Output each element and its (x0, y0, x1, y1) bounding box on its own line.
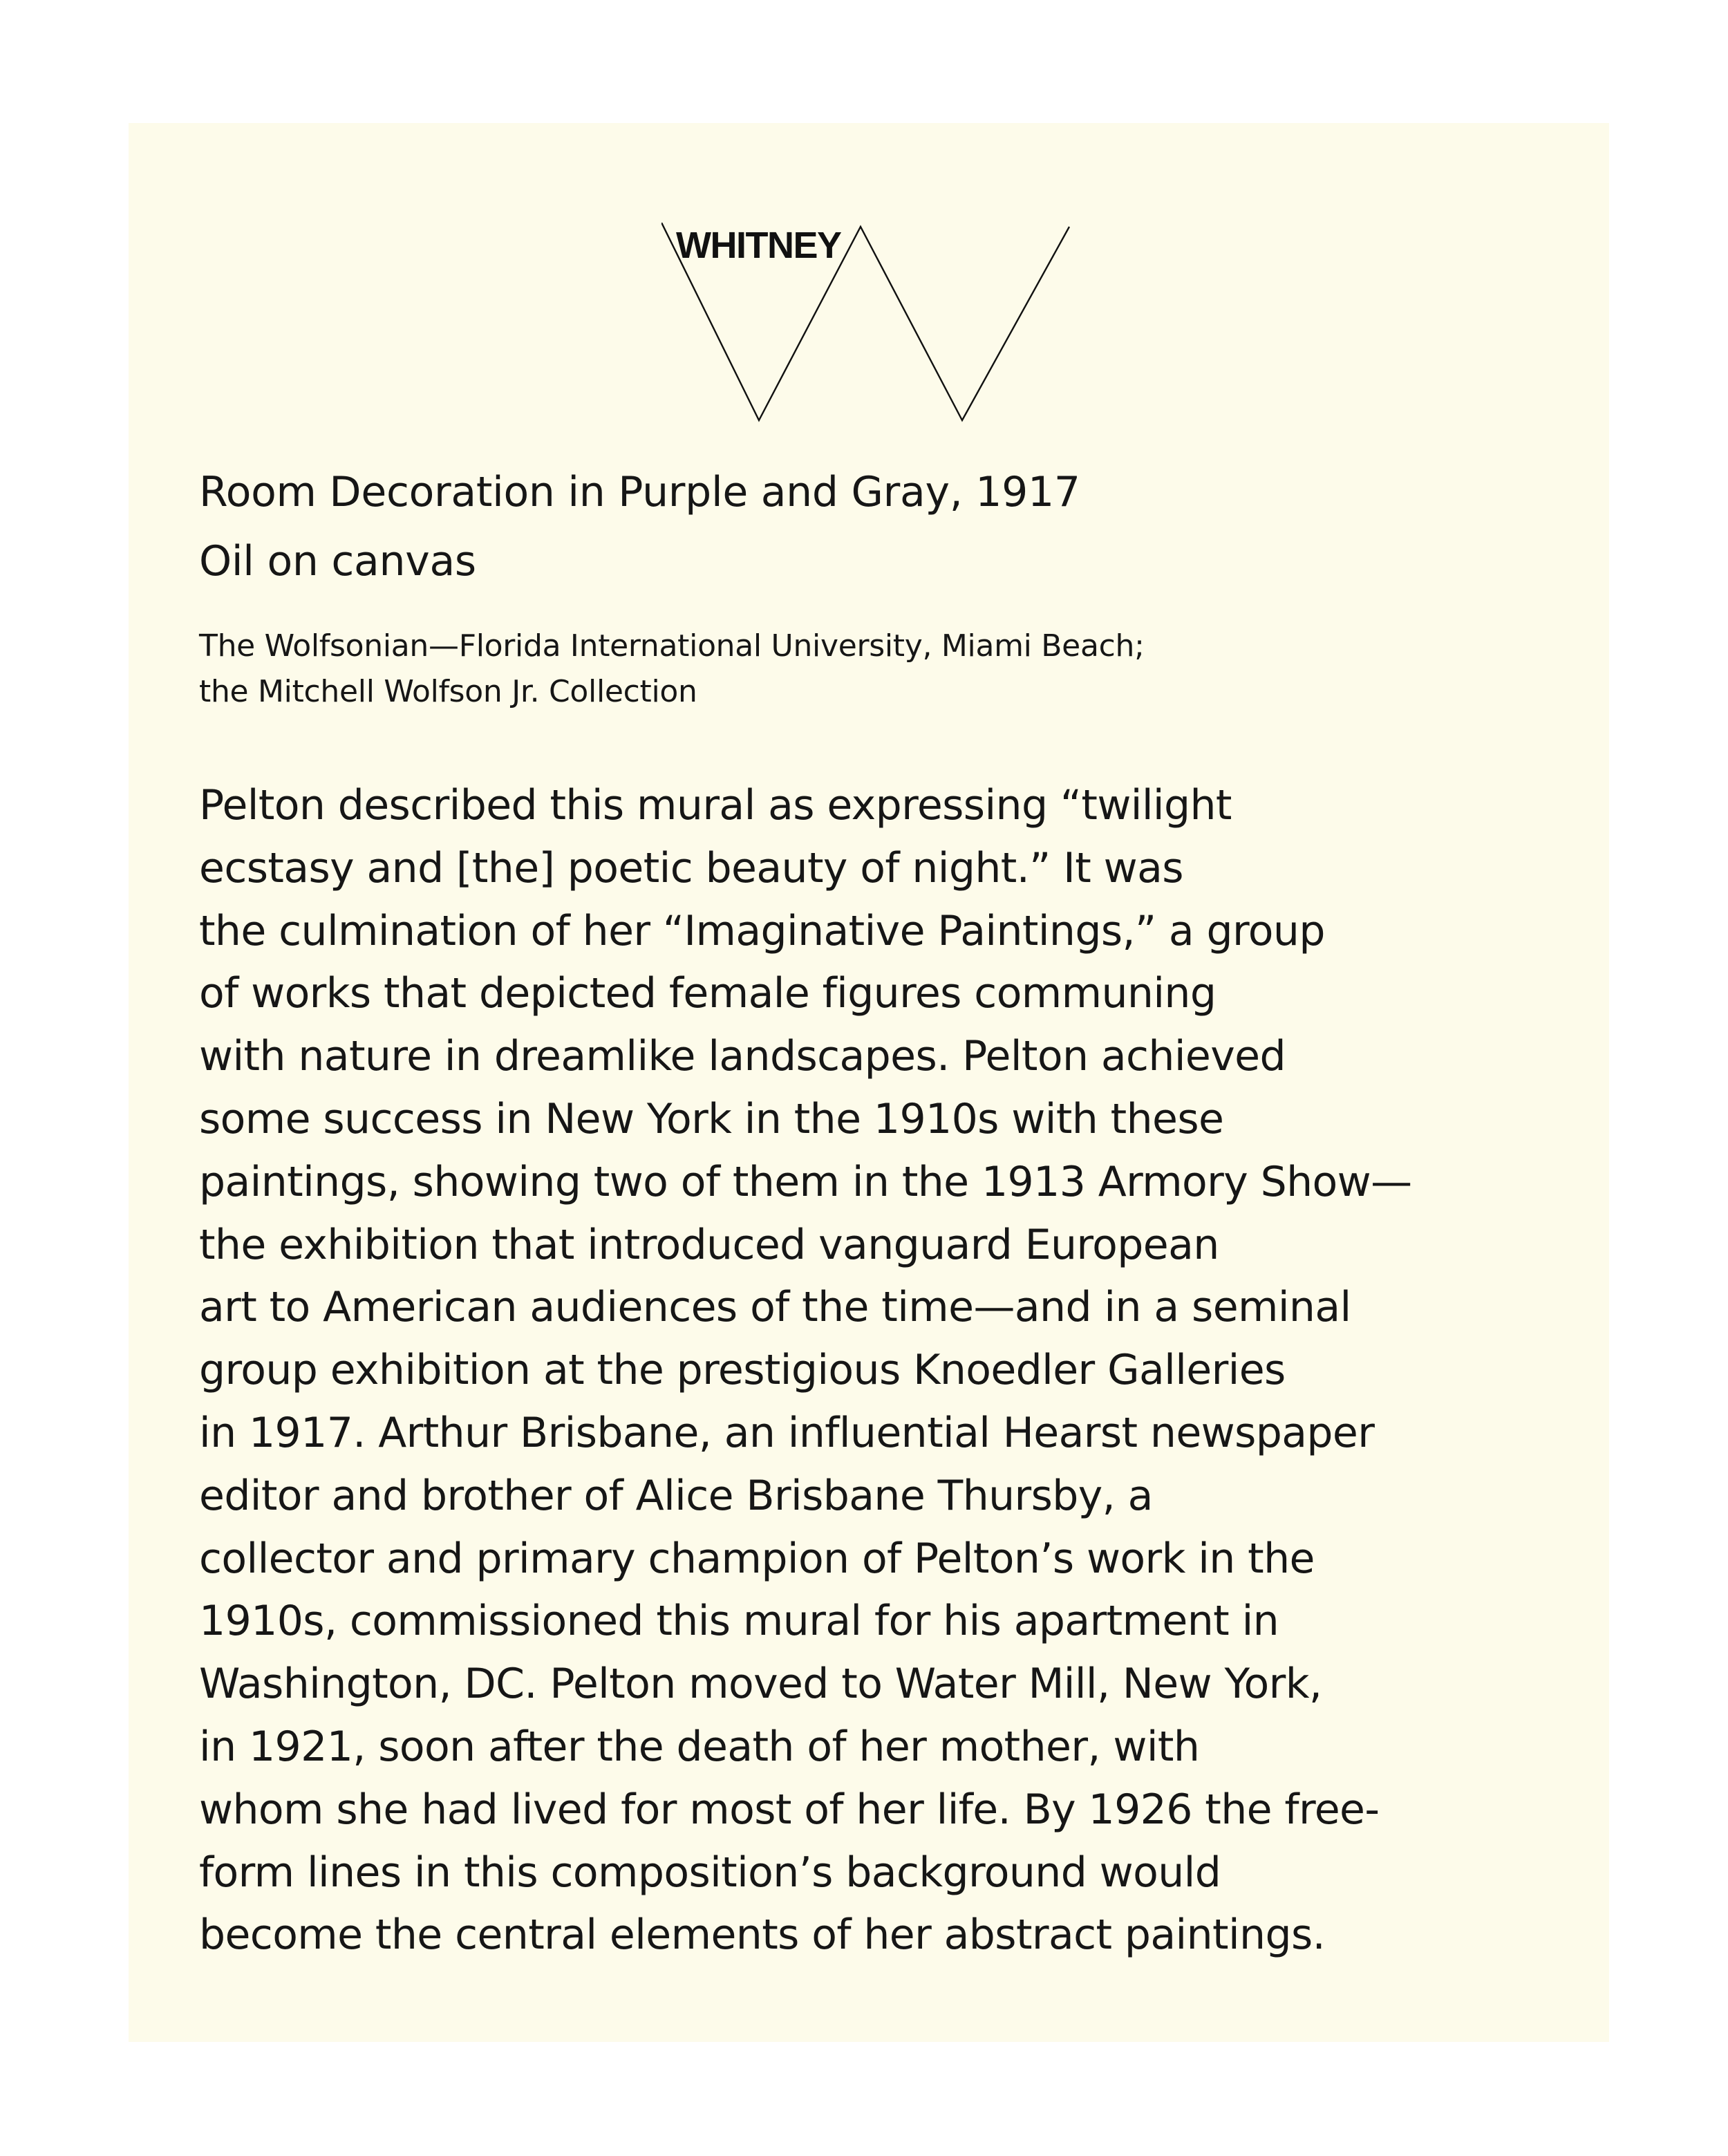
credit-line-2: the Mitchell Wolfson Jr. Collection (199, 674, 697, 709)
description-line: some success in New York in the 1910s with these (199, 1094, 1224, 1143)
description-line: group exhibition at the prestigious Knoedler Galleries (199, 1346, 1286, 1395)
description-line: Washington, DC. Pelton moved to Water Mill, New York, (199, 1660, 1322, 1709)
credit-line-1: The Wolfsonian—Florida International University, Miami Beach; (199, 628, 1145, 664)
description-line: whom she had lived for most of her life. By 1926 the free- (199, 1785, 1380, 1834)
credit-line (199, 624, 1568, 715)
description-line: Pelton described this mural as expressing “twilight (199, 781, 1232, 829)
description-line: ecstasy and [the] poetic beauty of night.” It was (199, 843, 1183, 892)
description-line: the culmination of her “Imaginative Paintings,” a group (199, 906, 1325, 955)
description-line: collector and primary champion of Pelton’s work in the (199, 1534, 1315, 1583)
artwork-heading (199, 458, 1568, 596)
description-line: with nature in dreamlike landscapes. Pelton achieved (199, 1032, 1286, 1081)
description-line: paintings, showing two of them in the 1913 Armory Show— (199, 1157, 1412, 1206)
description-line: in 1917. Arthur Brisbane, an influential Hearst newspaper (199, 1408, 1375, 1457)
description-line: editor and brother of Alice Brisbane Thursby, a (199, 1471, 1153, 1520)
artwork-medium: Oil on canvas (199, 537, 476, 585)
description-line: of works that depicted female figures communing (199, 969, 1217, 1018)
description-line: art to American audiences of the time—and in a seminal (199, 1283, 1351, 1332)
description-line: become the central elements of her abstract paintings. (199, 1911, 1326, 1960)
description-line: 1910s, commissioned this mural for his apartment in (199, 1597, 1279, 1646)
whitney-wordmark: WHITNEY (676, 225, 841, 266)
description-line: in 1921, soon after the death of her mother, with (199, 1722, 1200, 1771)
artwork-title: Room Decoration in Purple and Gray, 1917 (199, 468, 1080, 516)
description-paragraph (199, 774, 1568, 1967)
description-line: the exhibition that introduced vanguard European (199, 1220, 1219, 1269)
description-line: form lines in this composition’s background would (199, 1848, 1221, 1897)
